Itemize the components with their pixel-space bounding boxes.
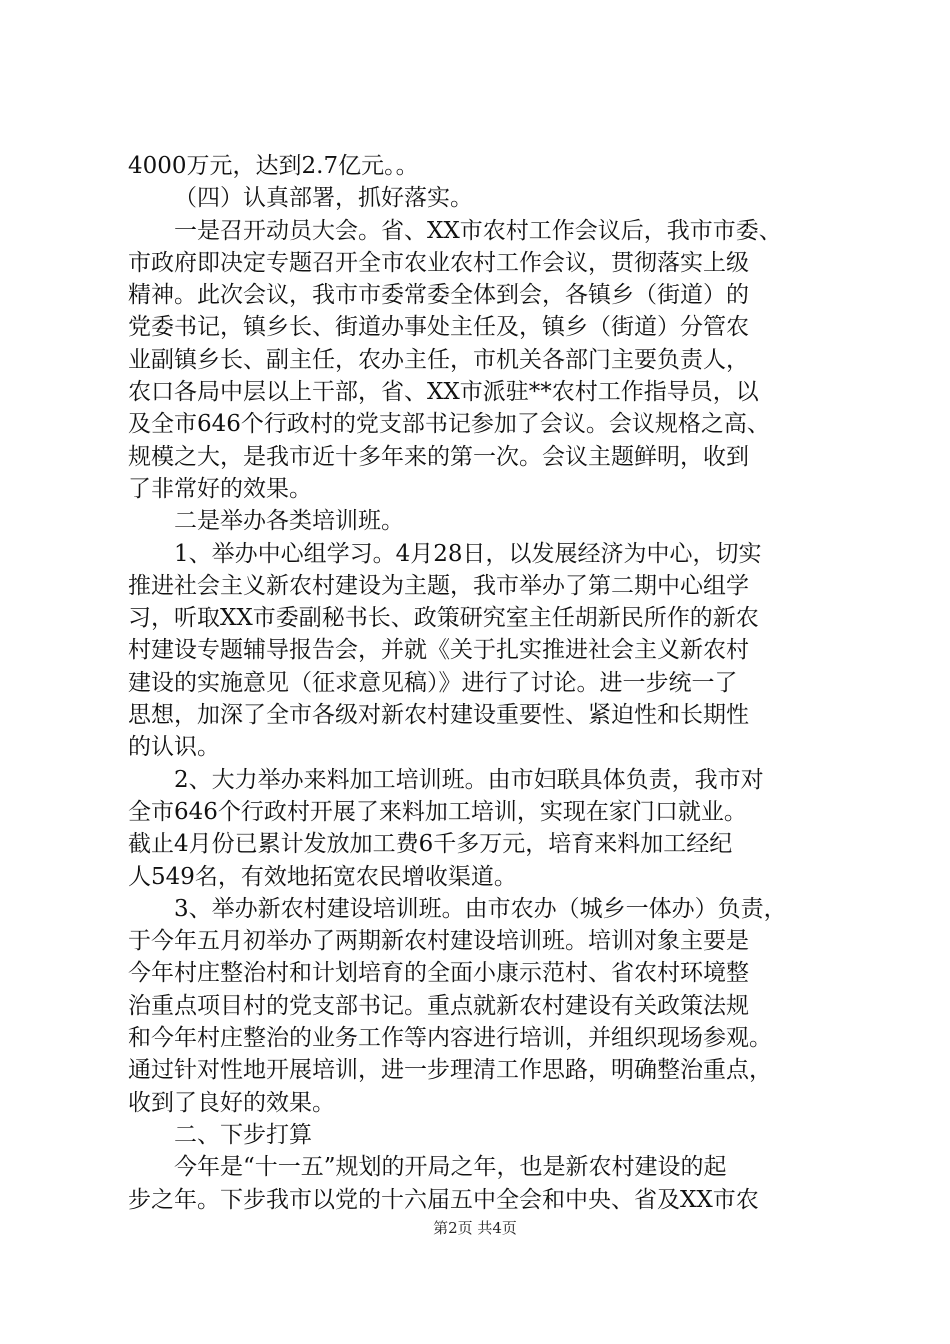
text-line: 及全市646个行政村的党支部书记参加了会议。会议规格之高、 <box>128 411 770 438</box>
text-line: 农口各局中层以上干部，省、XX市派驻**农村工作指导员，以 <box>128 379 759 406</box>
text-line: 一是召开动员大会。省、XX市农村工作会议后，我市市委、 <box>174 217 782 244</box>
text-line: 步之年。下步我市以党的十六届五中全会和中央、省及XX市农 <box>128 1186 759 1213</box>
page-footer: 第2页 共4页 <box>433 1219 517 1237</box>
text-line: 业副镇乡长、副主任，农办主任，市机关各部门主要负责人， <box>128 346 749 373</box>
text-line: 二、下步打算 <box>174 1121 312 1148</box>
text-line: 人549名，有效地拓宽农民增收渠道。 <box>128 863 517 890</box>
text-line: 全市646个行政村开展了来料加工培训，实现在家门口就业。 <box>128 798 747 825</box>
text-line: 治重点项目村的党支部书记。重点就新农村建设有关政策法规 <box>128 992 749 1019</box>
text-line: 4000万元，达到2.7亿元。。 <box>128 153 419 179</box>
text-line: 市政府即决定专题召开全市农业农村工作会议，贯彻落实上级 <box>128 249 749 276</box>
text-line: 和今年村庄整治的业务工作等内容进行培训，并组织现场参观。 <box>128 1025 772 1052</box>
text-line: 今年是“十一五”规划的开局之年，也是新农村建设的起 <box>174 1154 727 1181</box>
text-line: 了非常好的效果。 <box>128 475 312 502</box>
document-body <box>128 150 858 1216</box>
text-line: （四）认真部署，抓好落实。 <box>174 185 473 212</box>
text-line: 截止4月份已累计发放加工费6千多万元，培育来料加工经纪 <box>128 831 733 858</box>
text-line: 二是举办各类培训班。 <box>174 508 404 535</box>
text-line: 习，听取XX市委副秘书长、政策研究室主任胡新民所作的新农 <box>128 605 759 632</box>
text-line: 的认识。 <box>128 734 220 761</box>
text-line: 1、举办中心组学习。4月28日，以发展经济为中心，切实 <box>174 540 762 567</box>
text-line: 推进社会主义新农村建设为主题，我市举办了第二期中心组学 <box>128 572 749 599</box>
text-line: 3、举办新农村建设培训班。由市农办（城乡一体办）负责， <box>174 895 787 922</box>
text-line: 于今年五月初举办了两期新农村建设培训班。培训对象主要是 <box>128 928 749 955</box>
text-line: 2、大力举办来料加工培训班。由市妇联具体负责，我市对 <box>174 766 764 793</box>
text-line: 今年村庄整治村和计划培育的全面小康示范村、省农村环境整 <box>128 960 749 987</box>
text-line: 建设的实施意见（征求意见稿）》进行了讨论。进一步统一了 <box>128 669 738 696</box>
text-line: 思想，加深了全市各级对新农村建设重要性、紧迫性和长期性 <box>128 702 749 729</box>
text-line: 规模之大，是我市近十多年来的第一次。会议主题鲜明，收到 <box>128 443 749 470</box>
text-line: 通过针对性地开展培训，进一步理清工作思路，明确整治重点， <box>128 1057 772 1084</box>
text-line: 村建设专题辅导报告会，并就《关于扎实推进社会主义新农村 <box>128 637 749 664</box>
text-line: 收到了良好的效果。 <box>128 1089 335 1116</box>
text-line: 党委书记，镇乡长、街道办事处主任及，镇乡（街道）分管农 <box>128 314 749 341</box>
text-line: 精神。此次会议，我市市委常委全体到会，各镇乡（街道）的 <box>128 282 749 309</box>
